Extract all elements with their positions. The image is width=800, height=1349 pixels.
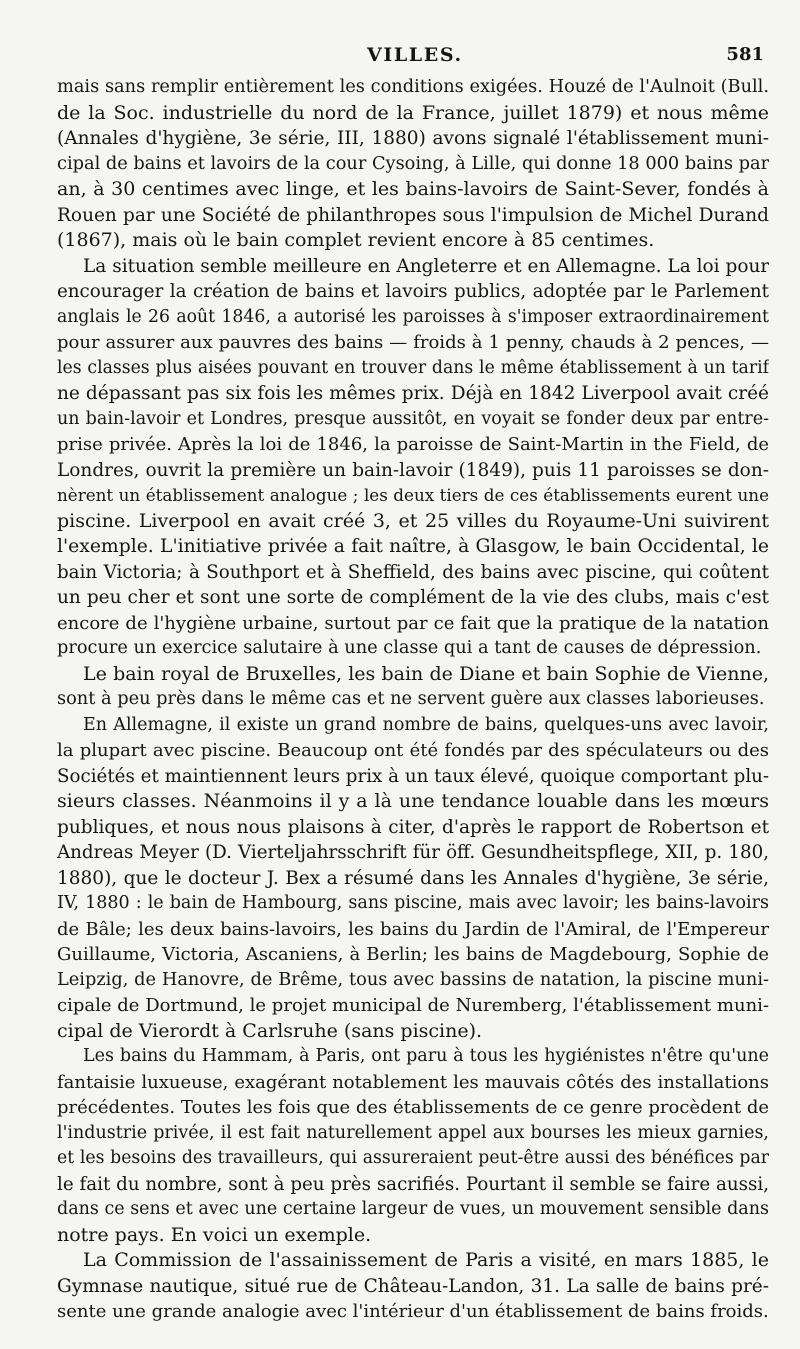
text-line: mais sans remplir entièrement les conditions exigées. Houzé de l'Aulnoit (Bull. xyxy=(57,77,769,97)
text-line: Londres, ouvrit la première un bain-lavoir (1849), puis 11 paroisses se don- xyxy=(57,459,769,481)
text-line: Rouen par une Société de philanthropes sous l'impulsion de Michel Durand xyxy=(57,204,769,226)
body-text xyxy=(57,75,769,1325)
text-line: et les besoins des travailleurs, qui assureraient peut-être aussi des bénéfices par xyxy=(57,1148,769,1168)
text-line: précédentes. Toutes les fois que des établissements de ce genre procèdent de xyxy=(57,1097,769,1118)
page-header xyxy=(0,44,800,74)
text-line: encore de l'hygiène urbaine, surtout par ce fait que la pratique de la natation xyxy=(57,612,769,634)
text-line: Le bain royal de Bruxelles, les bain de Diane et bain Sophie de Vienne, xyxy=(83,662,769,685)
text-line: nèrent un établissement analogue ; les deux tiers de ces établissements eurent une xyxy=(57,485,769,505)
paragraph xyxy=(57,662,769,713)
paragraph xyxy=(57,713,769,1045)
text-line: cipale de Dortmund, le projet municipal de Nuremberg, l'établissement muni- xyxy=(57,995,769,1016)
text-line: encourager la création de bains et lavoirs publics, adoptée par le Parlement xyxy=(57,281,769,302)
text-line: de Bâle; les deux bains-lavoirs, les bains du Jardin de l'Amiral, de l'Empereur xyxy=(57,918,769,940)
text-line: la plupart avec piscine. Beaucoup ont été fondés par des spéculateurs ou des xyxy=(57,740,769,761)
text-line: (1867), mais où le bain complet revient encore à 85 centimes. xyxy=(57,229,655,251)
paragraph xyxy=(57,254,769,662)
text-line: Gymnase nautique, situé rue de Château-Landon, 31. La salle de bains pré- xyxy=(57,1275,769,1297)
paragraph xyxy=(57,1044,769,1248)
text-line: les classes plus aisées pouvant en trouver dans le même établissement à un tarif xyxy=(57,357,769,378)
text-line: sont à peu près dans le même cas et ne servent guère aux classes laborieuses. xyxy=(57,689,765,709)
text-line: publiques, et nous nous plaisons à citer, d'après le rapport de Robertson et xyxy=(57,816,769,838)
text-line: Sociétés et maintiennent leurs prix à un taux élevé, quoique comportant plu- xyxy=(57,765,769,787)
text-line: La situation semble meilleure en Angleterre et en Allemagne. La loi pour xyxy=(83,255,769,277)
text-line: l'exemple. L'initiative privée a fait naître, à Glasgow, le bain Occidental, le xyxy=(57,536,769,557)
paragraph xyxy=(57,1248,769,1325)
text-line: En Allemagne, il existe un grand nombre de bains, quelques-uns avec lavoir, xyxy=(83,714,769,735)
text-line: un bain-lavoir et Londres, presque aussitôt, en voyait se fonder deux par entre- xyxy=(57,408,769,429)
text-line: l'industrie privée, il est fait naturellement appel aux bourses les mieux garnies, xyxy=(57,1122,769,1143)
text-line: dans ce sens et avec une certaine largeur de vues, un mouvement sensible dans xyxy=(57,1199,769,1219)
text-line: IV, 1880 : le bain de Hambourg, sans piscine, mais avec lavoir; les bains-lavoirs xyxy=(57,893,769,913)
text-line: procure un exercice salutaire à une classe qui a tant de causes de dépression. xyxy=(57,638,762,658)
text-line: cipal de Vierordt à Carlsruhe (sans piscine). xyxy=(57,1019,483,1042)
text-line: ne dépassant pas six fois les mêmes prix. Déjà en 1842 Liverpool avait créé xyxy=(57,383,769,404)
text-line: anglais le 26 août 1846, a autorisé les paroisses à s'imposer extraordinairement xyxy=(57,306,769,327)
text-line: Les bains du Hammam, à Paris, ont paru à tous les hygiénistes n'être qu'une xyxy=(83,1046,769,1066)
text-line: cipal de bains et lavoirs de la cour Cysoing, à Lille, qui donne 18 000 bains par xyxy=(57,153,769,174)
text-line: pour assurer aux pauvres des bains — froids à 1 penny, chauds à 2 pences, — xyxy=(57,332,769,353)
text-line: le fait du nombre, sont à peu près sacrifiés. Pourtant il semble se faire aussi, xyxy=(57,1173,769,1195)
text-line: prise privée. Après la loi de 1846, la paroisse de Saint-Martin in the Field, de xyxy=(57,434,769,455)
text-line: Guillaume, Victoria, Ascaniens, à Berlin; les bains de Magdebourg, Sophie de xyxy=(57,944,769,965)
text-line: (Annales d'hygiène, 3e série, III, 1880) avons signalé l'établissement muni- xyxy=(57,128,769,149)
text-line: notre pays. En voici un exemple. xyxy=(57,1223,372,1246)
text-line: de la Soc. industrielle du nord de la France, juillet 1879) et nous même xyxy=(57,101,769,124)
text-line: Leipzig, de Hanovre, de Brême, tous avec bassins de natation, la piscine muni- xyxy=(57,969,769,990)
text-line: un peu cher et sont une sorte de complément de la vie des clubs, mais c'est xyxy=(57,587,769,608)
text-line: fantaisie luxueuse, exagérant notablement les mauvais côtés des installations xyxy=(57,1071,769,1093)
text-line: bain Victoria; à Southport et à Sheffield, des bains avec piscine, qui coûtent xyxy=(57,561,769,583)
text-line: Andreas Meyer (D. Vierteljahrsschrift für öff. Gesundheitspflege, XII, p. 180, xyxy=(57,842,769,863)
text-line: piscine. Liverpool en avait créé 3, et 25 villes du Royaume-Uni suivirent xyxy=(57,509,769,532)
text-line: sente une grande analogie avec l'intérieur d'un établissement de bains froids. xyxy=(57,1301,769,1322)
text-line: sieurs classes. Néanmoins il y a là une tendance louable dans les mœurs xyxy=(57,790,769,812)
page-number: 581 xyxy=(726,44,764,65)
text-line: 1880), que le docteur J. Bex a résumé dans les Annales d'hygiène, 3e série, xyxy=(57,867,769,889)
paragraph xyxy=(57,75,769,254)
text-line: an, à 30 centimes avec linge, et les bains-lavoirs de Saint-Sever, fondés à xyxy=(57,178,769,200)
text-line: La Commission de l'assainissement de Paris a visité, en mars 1885, le xyxy=(83,1249,769,1271)
running-title: VILLES. xyxy=(367,44,463,66)
